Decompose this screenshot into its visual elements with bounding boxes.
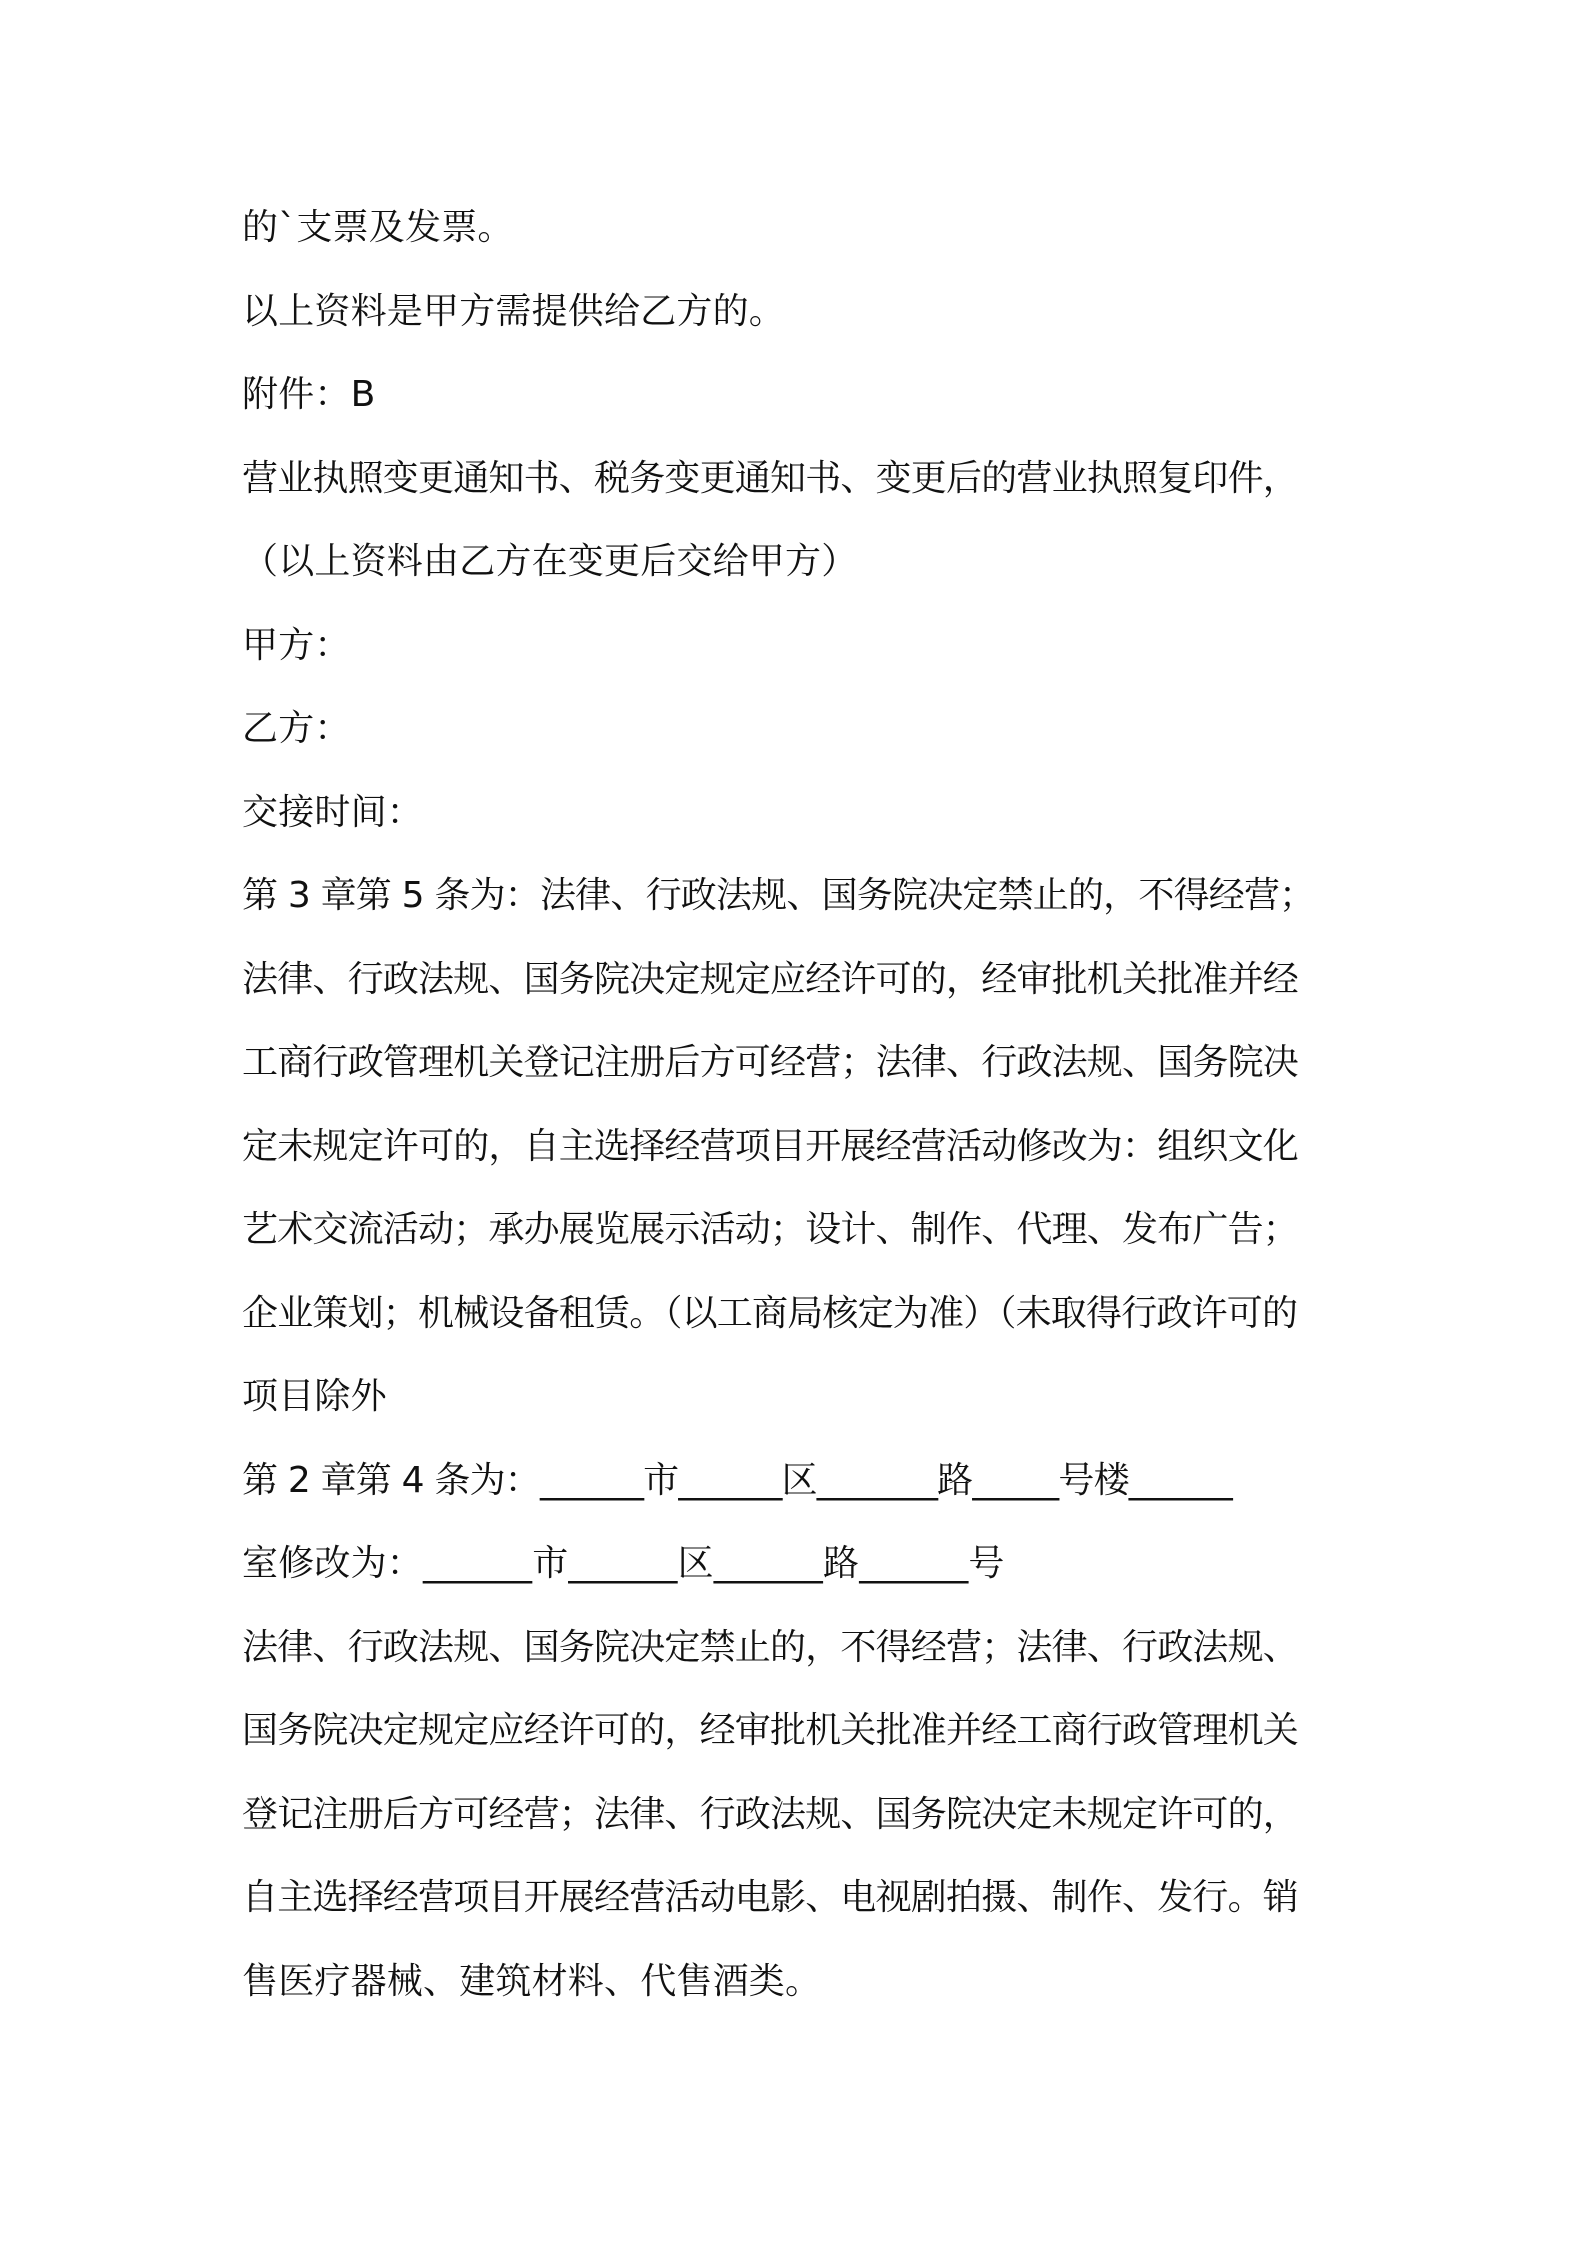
text-line: 第 3 章第 5 条为：法律、行政法规、国务院决定禁止的，不得经营； — [242, 875, 1315, 916]
text-line: 定未规定许可的，自主选择经营项目开展经营活动修改为：组织文化 — [242, 1125, 1299, 1167]
text-line: 的`支票及发票。 — [242, 207, 514, 248]
text-line: 营业执照变更通知书、税务变更通知书、变更后的营业执照复印件， — [242, 457, 1299, 499]
text-line: 法律、行政法规、国务院决定规定应经许可的，经审批机关批准并经 — [242, 958, 1299, 1000]
text-line: 国务院决定规定应经许可的，经审批机关批准并经工商行政管理机关 — [242, 1710, 1299, 1751]
text-line: 企业策划；机械设备租赁。（以工商局核定为准）（未取得行政许可的 — [242, 1292, 1298, 1334]
text-line: 售医疗器械、建筑材料、代售酒类。 — [242, 1960, 822, 2002]
text-line: 室修改为：______市______区______路______号 — [242, 1543, 1005, 1584]
text-line: 第 2 章第 4 条为：______市______区_______路_____号楼______ — [242, 1459, 1232, 1501]
text-line: （以上资料由乙方在变更后交给甲方） — [242, 541, 858, 582]
text-line: 登记注册后方可经营；法律、行政法规、国务院决定未规定许可的， — [242, 1793, 1299, 1835]
text-line: 项目除外 — [242, 1376, 387, 1417]
text-line: 甲方： — [242, 624, 351, 666]
text-line: 以上资料是甲方需提供给乙方的。 — [242, 290, 786, 332]
text-line: 交接时间： — [242, 791, 424, 833]
document-body — [242, 186, 1354, 2023]
text-line: 法律、行政法规、国务院决定禁止的，不得经营；法律、行政法规、 — [242, 1626, 1299, 1668]
text-line: 乙方： — [242, 708, 351, 749]
text-line: 自主选择经营项目开展经营活动电影、电视剧拍摄、制作、发行。销 — [242, 1877, 1299, 1918]
text-line: 艺术交流活动；承办展览展示活动；设计、制作、代理、发布广告； — [242, 1209, 1299, 1250]
text-line: 附件：B — [242, 374, 376, 415]
text-line: 工商行政管理机关登记注册后方可经营；法律、行政法规、国务院决 — [242, 1042, 1299, 1083]
